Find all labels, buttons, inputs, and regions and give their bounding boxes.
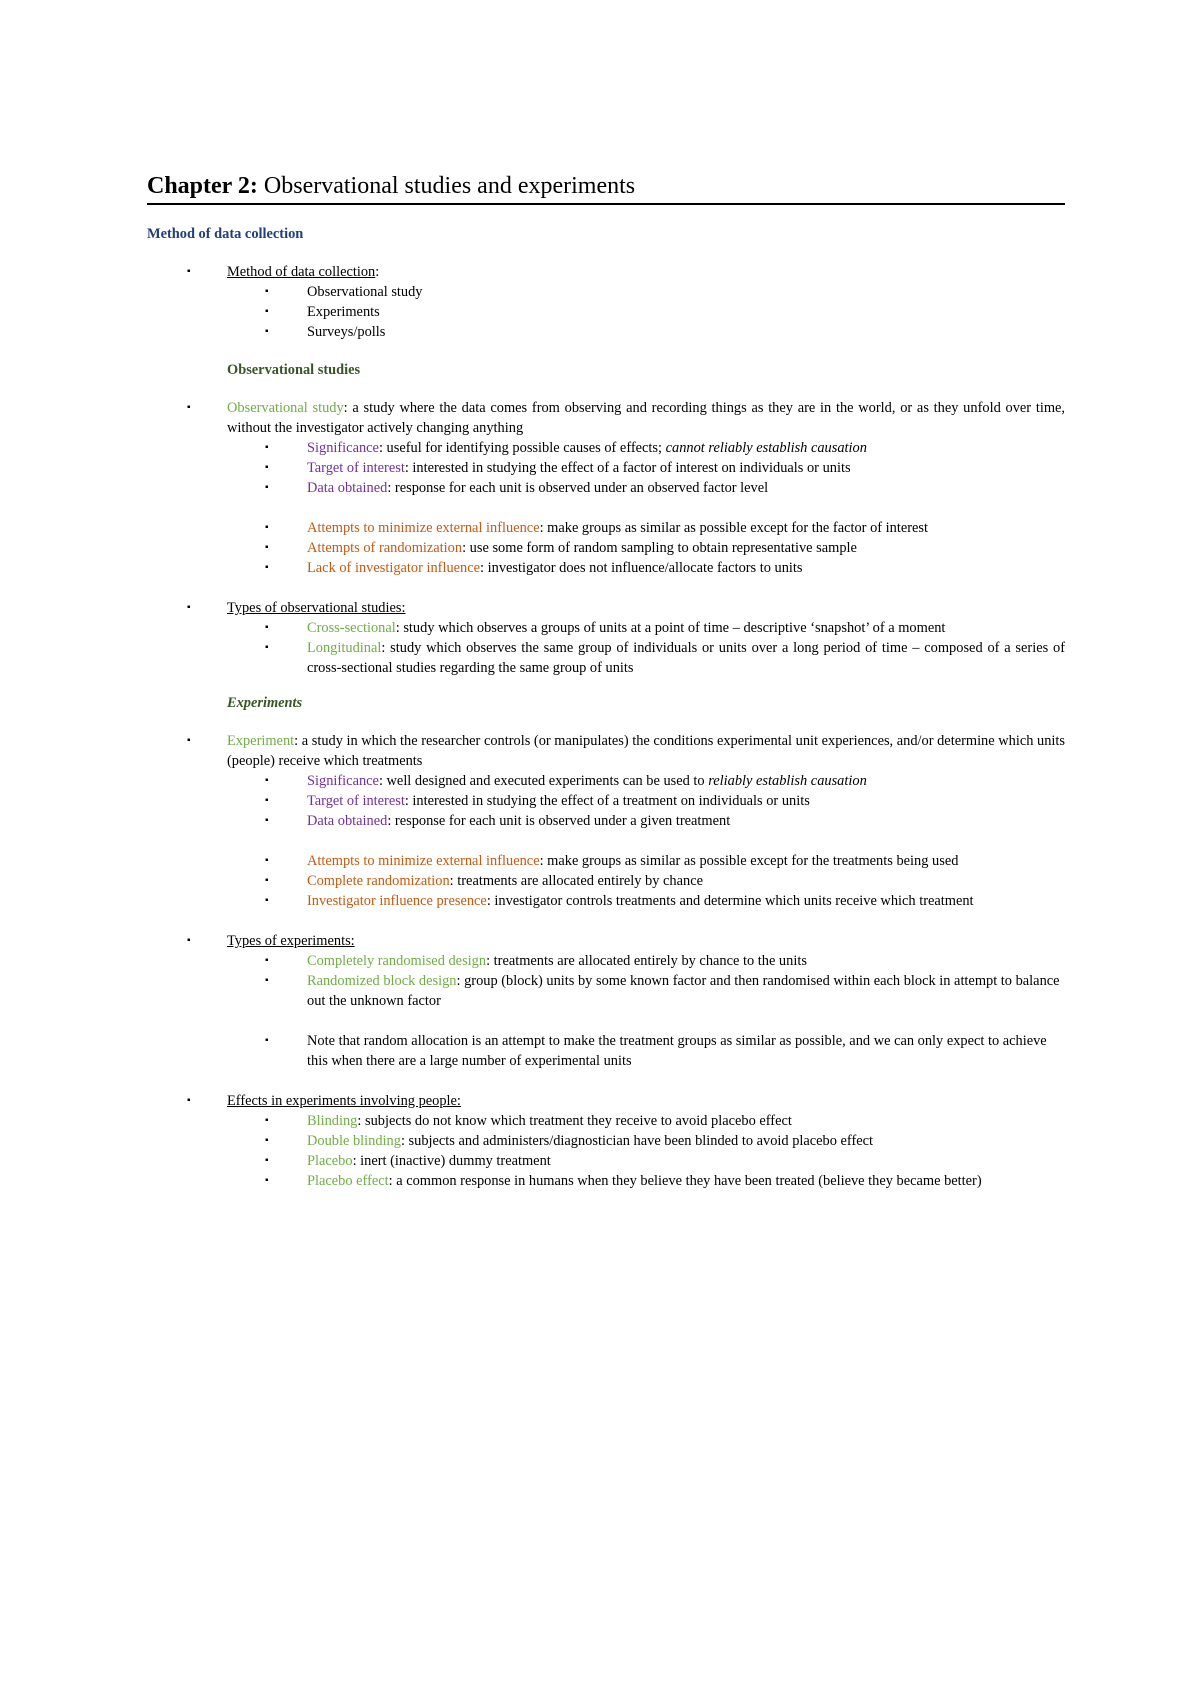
definition: : response for each unit is observed under an observed factor level [387, 480, 769, 496]
definition: : interested in studying the effect of a factor of interest on individuals or units [404, 460, 851, 476]
definition: : make groups as similar as possible except for the factor of interest [539, 520, 929, 536]
term: Lack of investigator influence [307, 560, 481, 576]
term: Attempts to minimize external influence [307, 853, 540, 869]
note-text: Note that random allocation is an attempt to make the treatment groups as similar as possible, and we can only expect to achieve this when there are a large number of experimental units [307, 1033, 1047, 1069]
bullet-icon: ▪ [265, 1155, 269, 1166]
observational-list [147, 398, 1065, 678]
definition: : a common response in humans when they believe they have been treated (believe they became better) [388, 1173, 982, 1189]
list-item [147, 1171, 1065, 1191]
bullet-icon: ▪ [265, 442, 269, 453]
bullet-icon: ▪ [265, 795, 269, 806]
bullet-icon: ▪ [265, 1135, 269, 1146]
list-item [147, 1091, 1065, 1111]
definition: : a study where the data comes from observing and recording things as they are in the world, or as they unfold over time, without the investigator actively changing anything [227, 400, 1065, 436]
bullet-icon: ▪ [187, 266, 191, 277]
list-item [147, 771, 1065, 791]
list-item [147, 971, 1065, 1011]
list-item [147, 891, 1065, 911]
experiments-list [147, 731, 1065, 1191]
bullet-icon: ▪ [265, 482, 269, 493]
list-heading: Types of experiments: [227, 933, 355, 949]
bullet-icon: ▪ [265, 286, 269, 297]
bullet-icon: ▪ [265, 622, 269, 633]
chapter-title [147, 170, 1065, 205]
bullet-icon: ▪ [187, 1095, 191, 1106]
definition: : study which observes the same group of individuals or units over a long period of time – composed of a series of cross-sectional studies regarding the same group of units [307, 640, 1065, 676]
list-heading-suffix: : [375, 264, 380, 280]
list-item [147, 871, 1065, 891]
bullet-icon: ▪ [187, 402, 191, 413]
list-item [147, 558, 1065, 578]
list-heading: Effects in experiments involving people: [227, 1093, 461, 1109]
list-item [147, 478, 1065, 498]
method-list [147, 262, 1065, 342]
list-item [147, 518, 1065, 538]
list-item [147, 538, 1065, 558]
list-item [147, 1151, 1065, 1171]
term: Target of interest [307, 460, 405, 476]
list-item [147, 951, 1065, 971]
definition: : subjects and administers/diagnostician have been blinded to avoid placebo effect [400, 1133, 874, 1149]
list-item [147, 282, 1065, 302]
bullet-icon: ▪ [265, 855, 269, 866]
bullet-icon: ▪ [265, 775, 269, 786]
list-item [147, 618, 1065, 638]
bullet-icon: ▪ [265, 955, 269, 966]
list-item [147, 598, 1065, 618]
section-heading-observational: Observational studies [227, 362, 361, 378]
term: Experiment [227, 733, 295, 749]
definition: : investigator does not influence/allocate factors to units [480, 560, 803, 576]
term: Cross-sectional [307, 620, 396, 636]
term: Data obtained [307, 813, 388, 829]
bullet-icon: ▪ [265, 326, 269, 337]
list-item [147, 851, 1065, 871]
list-item [147, 458, 1065, 478]
term: Double blinding [307, 1133, 401, 1149]
list-item [147, 791, 1065, 811]
chapter-name: Observational studies and experiments [257, 173, 636, 199]
term: Attempts to minimize external influence [307, 520, 540, 536]
bullet-icon: ▪ [265, 562, 269, 573]
term: Longitudinal [307, 640, 382, 656]
bullet-icon: ▪ [265, 1175, 269, 1186]
definition: : interested in studying the effect of a treatment on individuals or units [404, 793, 810, 809]
definition: : inert (inactive) dummy treatment [352, 1153, 551, 1169]
list-item [147, 302, 1065, 322]
list-item [147, 731, 1065, 771]
definition: : a study in which the researcher controls (or manipulates) the conditions experimental unit experiences, and/or determine which units (people) receive which treatments [227, 733, 1065, 769]
emphasis: reliably establish causation [708, 773, 867, 789]
list-item [147, 931, 1065, 951]
list-item [147, 398, 1065, 438]
section-heading-method: Method of data collection [147, 226, 304, 242]
term: Data obtained [307, 480, 388, 496]
list-item [147, 1111, 1065, 1131]
list-item [147, 1031, 1065, 1071]
definition: : study which observes a groups of units at a point of time – descriptive ‘snapshot’ of a moment [395, 620, 946, 636]
list-heading: Method of data collection [227, 264, 376, 280]
bullet-icon: ▪ [265, 306, 269, 317]
emphasis: cannot reliably establish causation [665, 440, 867, 456]
term: Randomized block design [307, 973, 457, 989]
definition: : investigator controls treatments and determine which units receive which treatment [486, 893, 974, 909]
chapter-number: Chapter 2: [147, 173, 258, 199]
section-heading-experiments: Experiments [227, 695, 303, 711]
definition: : subjects do not know which treatment they receive to avoid placebo effect [357, 1113, 792, 1129]
term: Complete randomization [307, 873, 450, 889]
definition: : useful for identifying possible causes of effects; [378, 440, 666, 456]
list-item [147, 322, 1065, 342]
definition: : treatments are allocated entirely by chance [449, 873, 703, 889]
definition: : make groups as similar as possible except for the treatments being used [539, 853, 959, 869]
bullet-icon: ▪ [187, 602, 191, 613]
bullet-icon: ▪ [265, 875, 269, 886]
definition: : use some form of random sampling to obtain representative sample [462, 540, 857, 556]
list-text: Surveys/polls [307, 324, 386, 340]
bullet-icon: ▪ [265, 522, 269, 533]
definition: : response for each unit is observed under a given treatment [387, 813, 731, 829]
list-heading: Types of observational studies: [227, 600, 406, 616]
term: Target of interest [307, 793, 405, 809]
bullet-icon: ▪ [265, 642, 269, 653]
bullet-icon: ▪ [265, 895, 269, 906]
definition: : treatments are allocated entirely by chance to the units [486, 953, 807, 969]
definition: : group (block) units by some known factor and then randomised within each block in attempt to balance out the unknown factor [307, 973, 1060, 1009]
term: Completely randomised design [307, 953, 487, 969]
term: Attempts of randomization [307, 540, 463, 556]
list-item [147, 1131, 1065, 1151]
bullet-icon: ▪ [265, 975, 269, 986]
list-text: Observational study [307, 284, 423, 300]
list-item [147, 811, 1065, 831]
list-item [147, 638, 1065, 678]
definition: : well designed and executed experiments can be used to [378, 773, 709, 789]
bullet-icon: ▪ [265, 542, 269, 553]
term: Significance [307, 440, 379, 456]
term: Blinding [307, 1113, 358, 1129]
bullet-icon: ▪ [265, 815, 269, 826]
term: Placebo effect [307, 1173, 389, 1189]
bullet-icon: ▪ [265, 462, 269, 473]
term: Observational study [227, 400, 344, 416]
list-item [147, 438, 1065, 458]
term: Significance [307, 773, 379, 789]
list-text: Experiments [307, 304, 380, 320]
term: Investigator influence presence [307, 893, 487, 909]
list-item [147, 262, 1065, 282]
bullet-icon: ▪ [265, 1035, 269, 1046]
term: Placebo [307, 1153, 353, 1169]
bullet-icon: ▪ [187, 935, 191, 946]
bullet-icon: ▪ [265, 1115, 269, 1126]
bullet-icon: ▪ [187, 735, 191, 746]
